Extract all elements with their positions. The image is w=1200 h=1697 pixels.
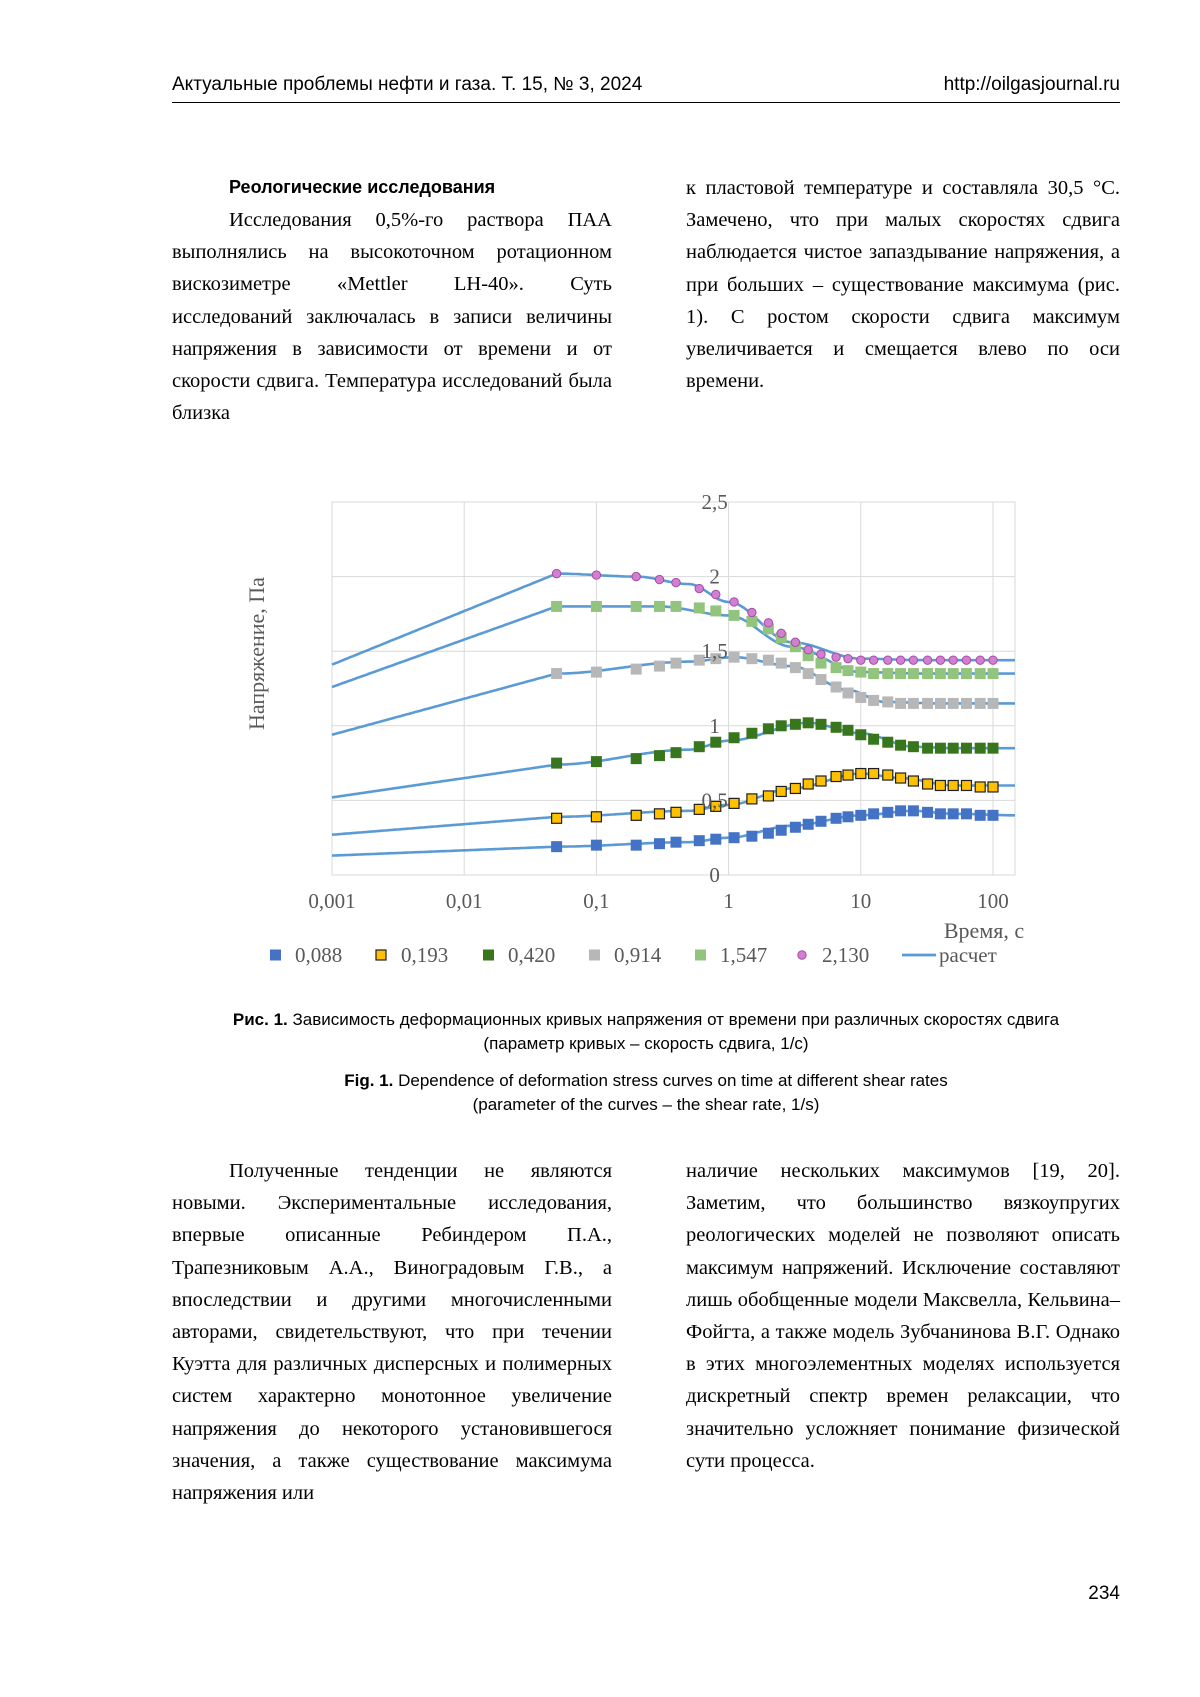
data-point — [803, 668, 814, 679]
data-point — [654, 809, 664, 819]
data-point — [869, 769, 879, 779]
data-point — [631, 840, 642, 851]
data-point — [975, 698, 986, 709]
data-point — [729, 652, 740, 663]
data-point — [961, 743, 972, 754]
data-point — [746, 728, 757, 739]
data-point — [747, 794, 757, 804]
data-point — [842, 811, 853, 822]
data-point — [869, 656, 877, 664]
data-point — [868, 734, 879, 745]
y-tick-label: 1 — [709, 713, 720, 738]
data-point — [935, 743, 946, 754]
data-point — [988, 698, 999, 709]
data-point — [868, 695, 879, 706]
data-point — [551, 758, 562, 769]
figure-caption-ru — [172, 1008, 1120, 1056]
data-point — [909, 656, 917, 664]
data-point — [908, 668, 919, 679]
data-point — [923, 656, 931, 664]
data-point — [948, 743, 959, 754]
paragraph: к пластовой температуре и составляла 30,5 °C. Замечено, что при малых скоростях сдвига наблюдается чистое запаздывание напряжения, а при больших – существование максимума (рис. 1). С ростом скорости сдвига максимум увеличивается и смещается влево по оси времени. — [686, 177, 1120, 393]
data-point — [816, 674, 827, 685]
legend-marker — [376, 950, 386, 960]
paragraph: Исследования 0,5%-го раствора ПАА выполнялись на высокоточном ротационном вискозиметре «Mettler LH-40». Суть исследований заключалась в записи величины напряжения в зависимости от времени и от скорости сдвига. Температура исследований была близка — [172, 209, 612, 425]
data-point — [831, 772, 841, 782]
data-point — [882, 807, 893, 818]
data-point — [948, 668, 959, 679]
data-point — [746, 653, 757, 664]
data-point — [962, 656, 970, 664]
data-point — [790, 719, 801, 730]
data-point — [631, 810, 641, 820]
data-point — [882, 737, 893, 748]
data-point — [988, 782, 998, 792]
data-point — [961, 698, 972, 709]
running-header — [172, 72, 1120, 103]
data-point — [551, 841, 562, 852]
data-point — [790, 822, 801, 833]
data-point — [790, 662, 801, 673]
y-tick-label: 1,5 — [701, 639, 728, 664]
stress-time-chart — [230, 478, 1030, 978]
data-point — [948, 808, 959, 819]
data-point — [591, 601, 602, 612]
data-point — [551, 668, 562, 679]
data-point — [710, 605, 721, 616]
data-point — [961, 668, 972, 679]
data-point — [729, 798, 739, 808]
text-column-2-bottom — [686, 1155, 1120, 1477]
data-point — [922, 668, 933, 679]
data-point — [896, 656, 904, 664]
caption-text: Зависимость деформационных кривых напряжения от времени при различных скоростях сдвига — [292, 1010, 1060, 1029]
caption-text-line2: (parameter of the curves – the shear rate, 1/s) — [472, 1095, 820, 1114]
data-point — [908, 741, 919, 752]
data-point — [895, 668, 906, 679]
legend-marker — [695, 950, 706, 961]
data-point — [961, 808, 972, 819]
data-point — [948, 698, 959, 709]
data-point — [631, 753, 642, 764]
legend-marker — [589, 950, 600, 961]
y-tick-label: 0,5 — [701, 788, 728, 813]
legend-label: 0,914 — [614, 943, 662, 967]
data-point — [895, 805, 906, 816]
data-point — [868, 668, 879, 679]
data-point — [831, 722, 842, 733]
y-tick-label: 2,5 — [701, 490, 728, 514]
data-point — [729, 832, 740, 843]
data-point — [654, 661, 665, 672]
data-point — [710, 834, 721, 845]
data-point — [975, 810, 986, 821]
data-point — [856, 769, 866, 779]
caption-label: Fig. 1. — [344, 1071, 394, 1090]
data-point — [816, 658, 827, 669]
data-point — [832, 653, 840, 661]
data-point — [949, 656, 957, 664]
data-point — [975, 668, 986, 679]
x-axis-title: Время, с — [943, 918, 1025, 943]
data-point — [551, 601, 562, 612]
data-point — [710, 737, 721, 748]
data-point — [989, 656, 997, 664]
data-point — [632, 572, 640, 580]
data-point — [803, 779, 813, 789]
data-point — [831, 813, 842, 824]
data-point — [816, 776, 826, 786]
data-point — [935, 780, 945, 790]
data-point — [923, 779, 933, 789]
data-point — [816, 719, 827, 730]
text-column-1-top — [172, 172, 612, 429]
data-point — [694, 835, 705, 846]
data-point — [842, 665, 853, 676]
data-point — [694, 741, 705, 752]
journal-title: Актуальные проблемы нефти и газа. Т. 15, № 3, 2024 — [172, 74, 643, 95]
data-point — [729, 610, 740, 621]
data-point — [855, 729, 866, 740]
data-point — [882, 668, 893, 679]
data-point — [975, 743, 986, 754]
data-point — [803, 717, 814, 728]
data-point — [844, 654, 852, 662]
data-point — [764, 619, 772, 627]
data-point — [908, 805, 919, 816]
data-point — [776, 825, 787, 836]
text-column-1-bottom — [172, 1155, 612, 1509]
data-point — [591, 840, 602, 851]
data-point — [988, 810, 999, 821]
data-point — [976, 656, 984, 664]
data-point — [791, 638, 799, 646]
data-point — [895, 740, 906, 751]
data-point — [884, 656, 892, 664]
data-point — [763, 828, 774, 839]
legend-label: расчет — [939, 943, 997, 967]
x-tick-label: 0,1 — [583, 889, 610, 913]
data-point — [672, 578, 680, 586]
data-point — [748, 608, 756, 616]
legend-label: 0,193 — [401, 943, 449, 967]
data-point — [591, 756, 602, 767]
data-point — [908, 698, 919, 709]
legend-marker — [270, 950, 281, 961]
text-column-2-top — [686, 172, 1120, 397]
data-point — [654, 838, 665, 849]
x-tick-label: 10 — [850, 889, 872, 913]
data-point — [961, 780, 971, 790]
caption-text: Dependence of deformation stress curves on time at different shear rates — [398, 1071, 948, 1090]
data-point — [790, 783, 800, 793]
data-point — [591, 812, 601, 822]
data-point — [670, 601, 681, 612]
data-point — [671, 807, 681, 817]
data-point — [935, 698, 946, 709]
data-point — [746, 616, 757, 627]
paragraph: Полученные тенденции не являются новыми. Экспериментальные исследования, впервые описанные Ребиндером П.А., Трапезниковым А.А., Виноградовым Г.В., а впоследствии и другими многочисленными авторами, свидетельствуют, что при течении Куэтта для различных дисперсных и полимерных систем характерно монотонное увеличение напряжения до некоторого установившегося значения, а также существование максимума напряжения или — [172, 1160, 612, 1505]
data-point — [695, 584, 703, 592]
data-point — [975, 782, 985, 792]
data-point — [763, 655, 774, 666]
data-point — [842, 725, 853, 736]
paragraph: наличие нескольких максимумов [19, 20]. Заметим, что большинство вязкоупругих реологических моделей не позволяют описать максимум напряжений. Исключение составляют лишь обобщенные модели Максвелла, Кельвина–Фойгта, а также модель Зубчанинова В.Г. Однако в этих многоэлементных моделях используется дискретный спектр времен релаксации, что значительно усложняет понимание физической сути процесса. — [686, 1160, 1120, 1472]
data-point — [988, 668, 999, 679]
data-point — [670, 837, 681, 848]
data-point — [896, 773, 906, 783]
data-point — [654, 750, 665, 761]
data-point — [654, 601, 665, 612]
legend-label: 0,420 — [508, 943, 556, 967]
data-point — [883, 770, 893, 780]
x-tick-label: 100 — [977, 889, 1009, 913]
data-point — [746, 831, 757, 842]
data-point — [935, 668, 946, 679]
data-point — [868, 808, 879, 819]
data-point — [855, 810, 866, 821]
data-point — [831, 682, 842, 693]
x-tick-label: 0,01 — [445, 889, 483, 913]
data-point — [670, 658, 681, 669]
data-point — [936, 656, 944, 664]
data-point — [855, 667, 866, 678]
data-point — [803, 819, 814, 830]
data-point — [804, 646, 812, 654]
data-point — [694, 602, 705, 613]
caption-text-line2: (параметр кривых – скорость сдвига, 1/с) — [483, 1034, 809, 1053]
caption-label: Рис. 1. — [232, 1010, 288, 1029]
data-point — [763, 791, 773, 801]
data-point — [776, 658, 787, 669]
data-point — [948, 780, 958, 790]
data-point — [843, 770, 853, 780]
data-point — [988, 743, 999, 754]
data-point — [712, 590, 720, 598]
data-point — [776, 786, 786, 796]
legend-label: 2,130 — [822, 943, 870, 967]
data-point — [592, 571, 600, 579]
data-point — [882, 696, 893, 707]
data-point — [730, 598, 738, 606]
data-point — [842, 687, 853, 698]
chart-svg — [230, 478, 1030, 978]
figure-caption-en — [172, 1069, 1120, 1117]
section-heading: Реологические исследования — [229, 177, 496, 197]
data-point — [855, 692, 866, 703]
y-tick-label: 0 — [709, 863, 720, 887]
data-point — [857, 656, 865, 664]
y-axis-title: Напряжение, Па — [244, 577, 269, 730]
page-number: 234 — [1088, 1583, 1120, 1604]
data-point — [655, 575, 663, 583]
data-point — [729, 732, 740, 743]
data-point — [631, 601, 642, 612]
legend-marker — [798, 951, 806, 959]
legend-label: 0,088 — [295, 943, 343, 967]
data-point — [817, 650, 825, 658]
data-point — [922, 743, 933, 754]
legend-marker — [483, 950, 494, 961]
data-point — [895, 698, 906, 709]
data-point — [552, 813, 562, 823]
data-point — [631, 664, 642, 675]
data-point — [816, 816, 827, 827]
data-point — [777, 629, 785, 637]
data-point — [591, 667, 602, 678]
journal-url[interactable]: http://oilgasjournal.ru — [943, 74, 1120, 95]
y-tick-label: 2 — [709, 564, 720, 589]
plot-area — [332, 502, 1015, 875]
legend-label: 1,547 — [720, 943, 768, 967]
data-point — [922, 807, 933, 818]
data-point — [552, 569, 560, 577]
data-point — [831, 662, 842, 673]
data-point — [922, 698, 933, 709]
x-tick-label: 1 — [723, 889, 734, 913]
data-point — [763, 723, 774, 734]
data-point — [776, 720, 787, 731]
data-point — [908, 776, 918, 786]
x-tick-label: 0,001 — [308, 889, 356, 913]
data-point — [670, 747, 681, 758]
data-point — [935, 808, 946, 819]
